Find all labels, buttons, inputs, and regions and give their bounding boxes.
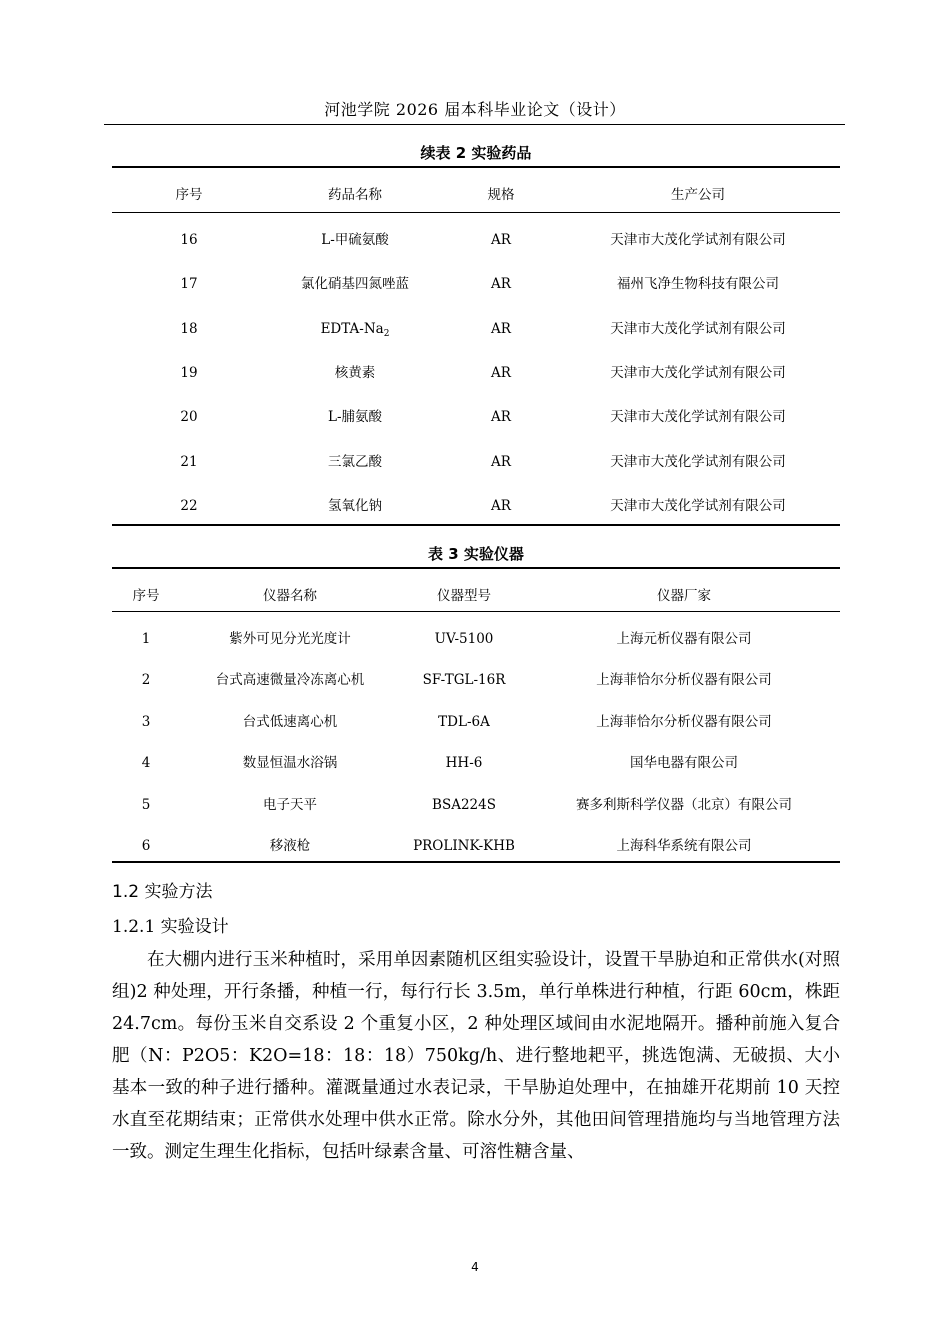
- table2-bottom-rule: [112, 524, 840, 526]
- row-index: 6: [141, 838, 151, 854]
- table2-header-rule: [112, 212, 840, 213]
- instrument-name: 台式高速微量冷冻离心机: [215, 672, 365, 688]
- row-index: 21: [180, 454, 198, 470]
- reagent-name: L-甲硫氨酸: [321, 232, 389, 248]
- header-rule: [104, 124, 845, 125]
- reagent-spec: AR: [491, 454, 511, 470]
- table3-bottom-rule: [112, 861, 840, 863]
- reagent-company: 福州飞净生物科技有限公司: [617, 276, 779, 292]
- body-paragraph: 在大棚内进行玉米种植时，采用单因素随机区组实验设计，设置干旱胁迫和正常供水(对照组)2 种处理，开行条播，种植一行，每行行长 3.5m，单行单株进行种植，行距 60cm，株距 24.7cm。每份玉米自交系设 2 个重复小区，2 种处理区域间由水泥地隔开。播种前施入复合肥（N：P2O5：K2O=18：18：18）750kg/h、进行整地耙平，挑选饱满、无破损、大小基本一致的种子进行播种。灌溉量通过水表记录，干旱胁迫处理中，在抽雄开花期前 10 天控水直至花期结束；正常供水处理中供水正常。除水分外，其他田间管理措施均与当地管理方法一致。测定生理生化指标，包括叶绿素含量、可溶性糖含量、: [112, 950, 840, 1162]
- instrument-maker: 上海菲恰尔分析仪器有限公司: [596, 714, 772, 730]
- instrument-model: SF-TGL-16R: [422, 672, 506, 688]
- reagent-company: 天津市大茂化学试剂有限公司: [610, 454, 786, 470]
- instrument-maker: 上海科华系统有限公司: [616, 838, 752, 854]
- reagent-name: 氯化硝基四氮唑蓝: [301, 276, 409, 292]
- instrument-name: 移液枪: [269, 838, 311, 854]
- table2-col-name: 药品名称: [328, 187, 382, 203]
- table2-caption: 续表 2 实验药品: [420, 144, 532, 162]
- instrument-model: TDL-6A: [438, 714, 490, 730]
- instrument-name: 数显恒温水浴锅: [242, 755, 338, 771]
- row-index: 3: [141, 714, 151, 730]
- row-index: 19: [180, 365, 198, 381]
- row-index: 20: [180, 409, 198, 425]
- instrument-maker: 国华电器有限公司: [630, 755, 738, 771]
- instrument-name: 台式低速离心机: [242, 714, 338, 730]
- table-row: [112, 450, 840, 474]
- instrument-model: HH-6: [445, 755, 483, 771]
- table-row: [112, 272, 840, 296]
- row-index: 22: [180, 498, 198, 514]
- reagent-spec: AR: [491, 232, 511, 248]
- reagent-name: 三氯乙酸: [328, 454, 382, 470]
- reagent-company: 天津市大茂化学试剂有限公司: [610, 498, 786, 514]
- reagent-spec: AR: [491, 276, 511, 292]
- instrument-model: UV-5100: [434, 631, 494, 647]
- subsection-heading: 1.2.1 实验设计: [112, 917, 229, 937]
- row-index: 1: [141, 631, 151, 647]
- reagent-spec: AR: [491, 365, 511, 381]
- table3-header-row: [112, 584, 840, 608]
- row-index: 18: [180, 321, 198, 337]
- reagent-name-text: EDTA-Na: [320, 321, 384, 337]
- row-index: 16: [180, 232, 198, 248]
- table-row: [112, 317, 840, 341]
- reagent-name: [321, 317, 390, 346]
- row-index: 4: [141, 755, 151, 771]
- table2-top-rule: [112, 166, 840, 168]
- page-number: 4: [471, 1260, 479, 1274]
- instrument-model: BSA224S: [432, 797, 496, 813]
- table3-col-index: 序号: [132, 588, 160, 604]
- instrument-maker: 上海菲恰尔分析仪器有限公司: [596, 672, 772, 688]
- instrument-model: PROLINK-KHB: [413, 838, 515, 854]
- table-row: [112, 668, 840, 692]
- reagent-name-subscript: 2: [383, 329, 390, 339]
- table2-col-spec: 规格: [487, 187, 515, 203]
- reagent-spec: AR: [491, 321, 511, 337]
- table-row: [112, 627, 840, 651]
- reagent-name: L-脯氨酸: [327, 409, 383, 425]
- row-index: 17: [180, 276, 198, 292]
- table3-caption: 表 3 实验仪器: [428, 545, 524, 563]
- reagent-spec: AR: [491, 498, 511, 514]
- reagent-company: 天津市大茂化学试剂有限公司: [610, 321, 786, 337]
- reagent-company: 天津市大茂化学试剂有限公司: [610, 365, 786, 381]
- section-heading: 1.2 实验方法: [112, 882, 213, 902]
- table-row: [112, 494, 840, 518]
- instrument-name: 电子天平: [263, 797, 317, 813]
- reagent-name: 核黄素: [334, 365, 376, 381]
- instrument-maker: 上海元析仪器有限公司: [616, 631, 752, 647]
- running-header: 河池学院 2026 届本科毕业论文（设计）: [324, 100, 626, 119]
- table3-col-maker: 仪器厂家: [657, 588, 711, 604]
- instrument-maker: 赛多利斯科学仪器（北京）有限公司: [576, 797, 792, 813]
- row-index: 2: [141, 672, 151, 688]
- table-row: [112, 834, 840, 858]
- instrument-name: 紫外可见分光光度计: [229, 631, 351, 647]
- table-row: [112, 361, 840, 385]
- table3-col-model: 仪器型号: [437, 588, 491, 604]
- reagent-name: 氢氧化钠: [328, 498, 382, 514]
- table-row: [112, 710, 840, 734]
- table-row: [112, 228, 840, 252]
- table2-col-index: 序号: [175, 187, 203, 203]
- table3-col-name: 仪器名称: [263, 588, 317, 604]
- row-index: 5: [141, 797, 151, 813]
- table3-top-rule: [112, 567, 840, 569]
- table-row: [112, 405, 840, 429]
- reagent-spec: AR: [491, 409, 511, 425]
- reagent-company: 天津市大茂化学试剂有限公司: [610, 409, 786, 425]
- table-row: [112, 751, 840, 775]
- table-row: [112, 793, 840, 817]
- table2-col-company: 生产公司: [671, 187, 725, 203]
- table3-header-rule: [112, 611, 840, 612]
- table2-header-row: [112, 183, 840, 207]
- reagent-company: 天津市大茂化学试剂有限公司: [610, 232, 786, 248]
